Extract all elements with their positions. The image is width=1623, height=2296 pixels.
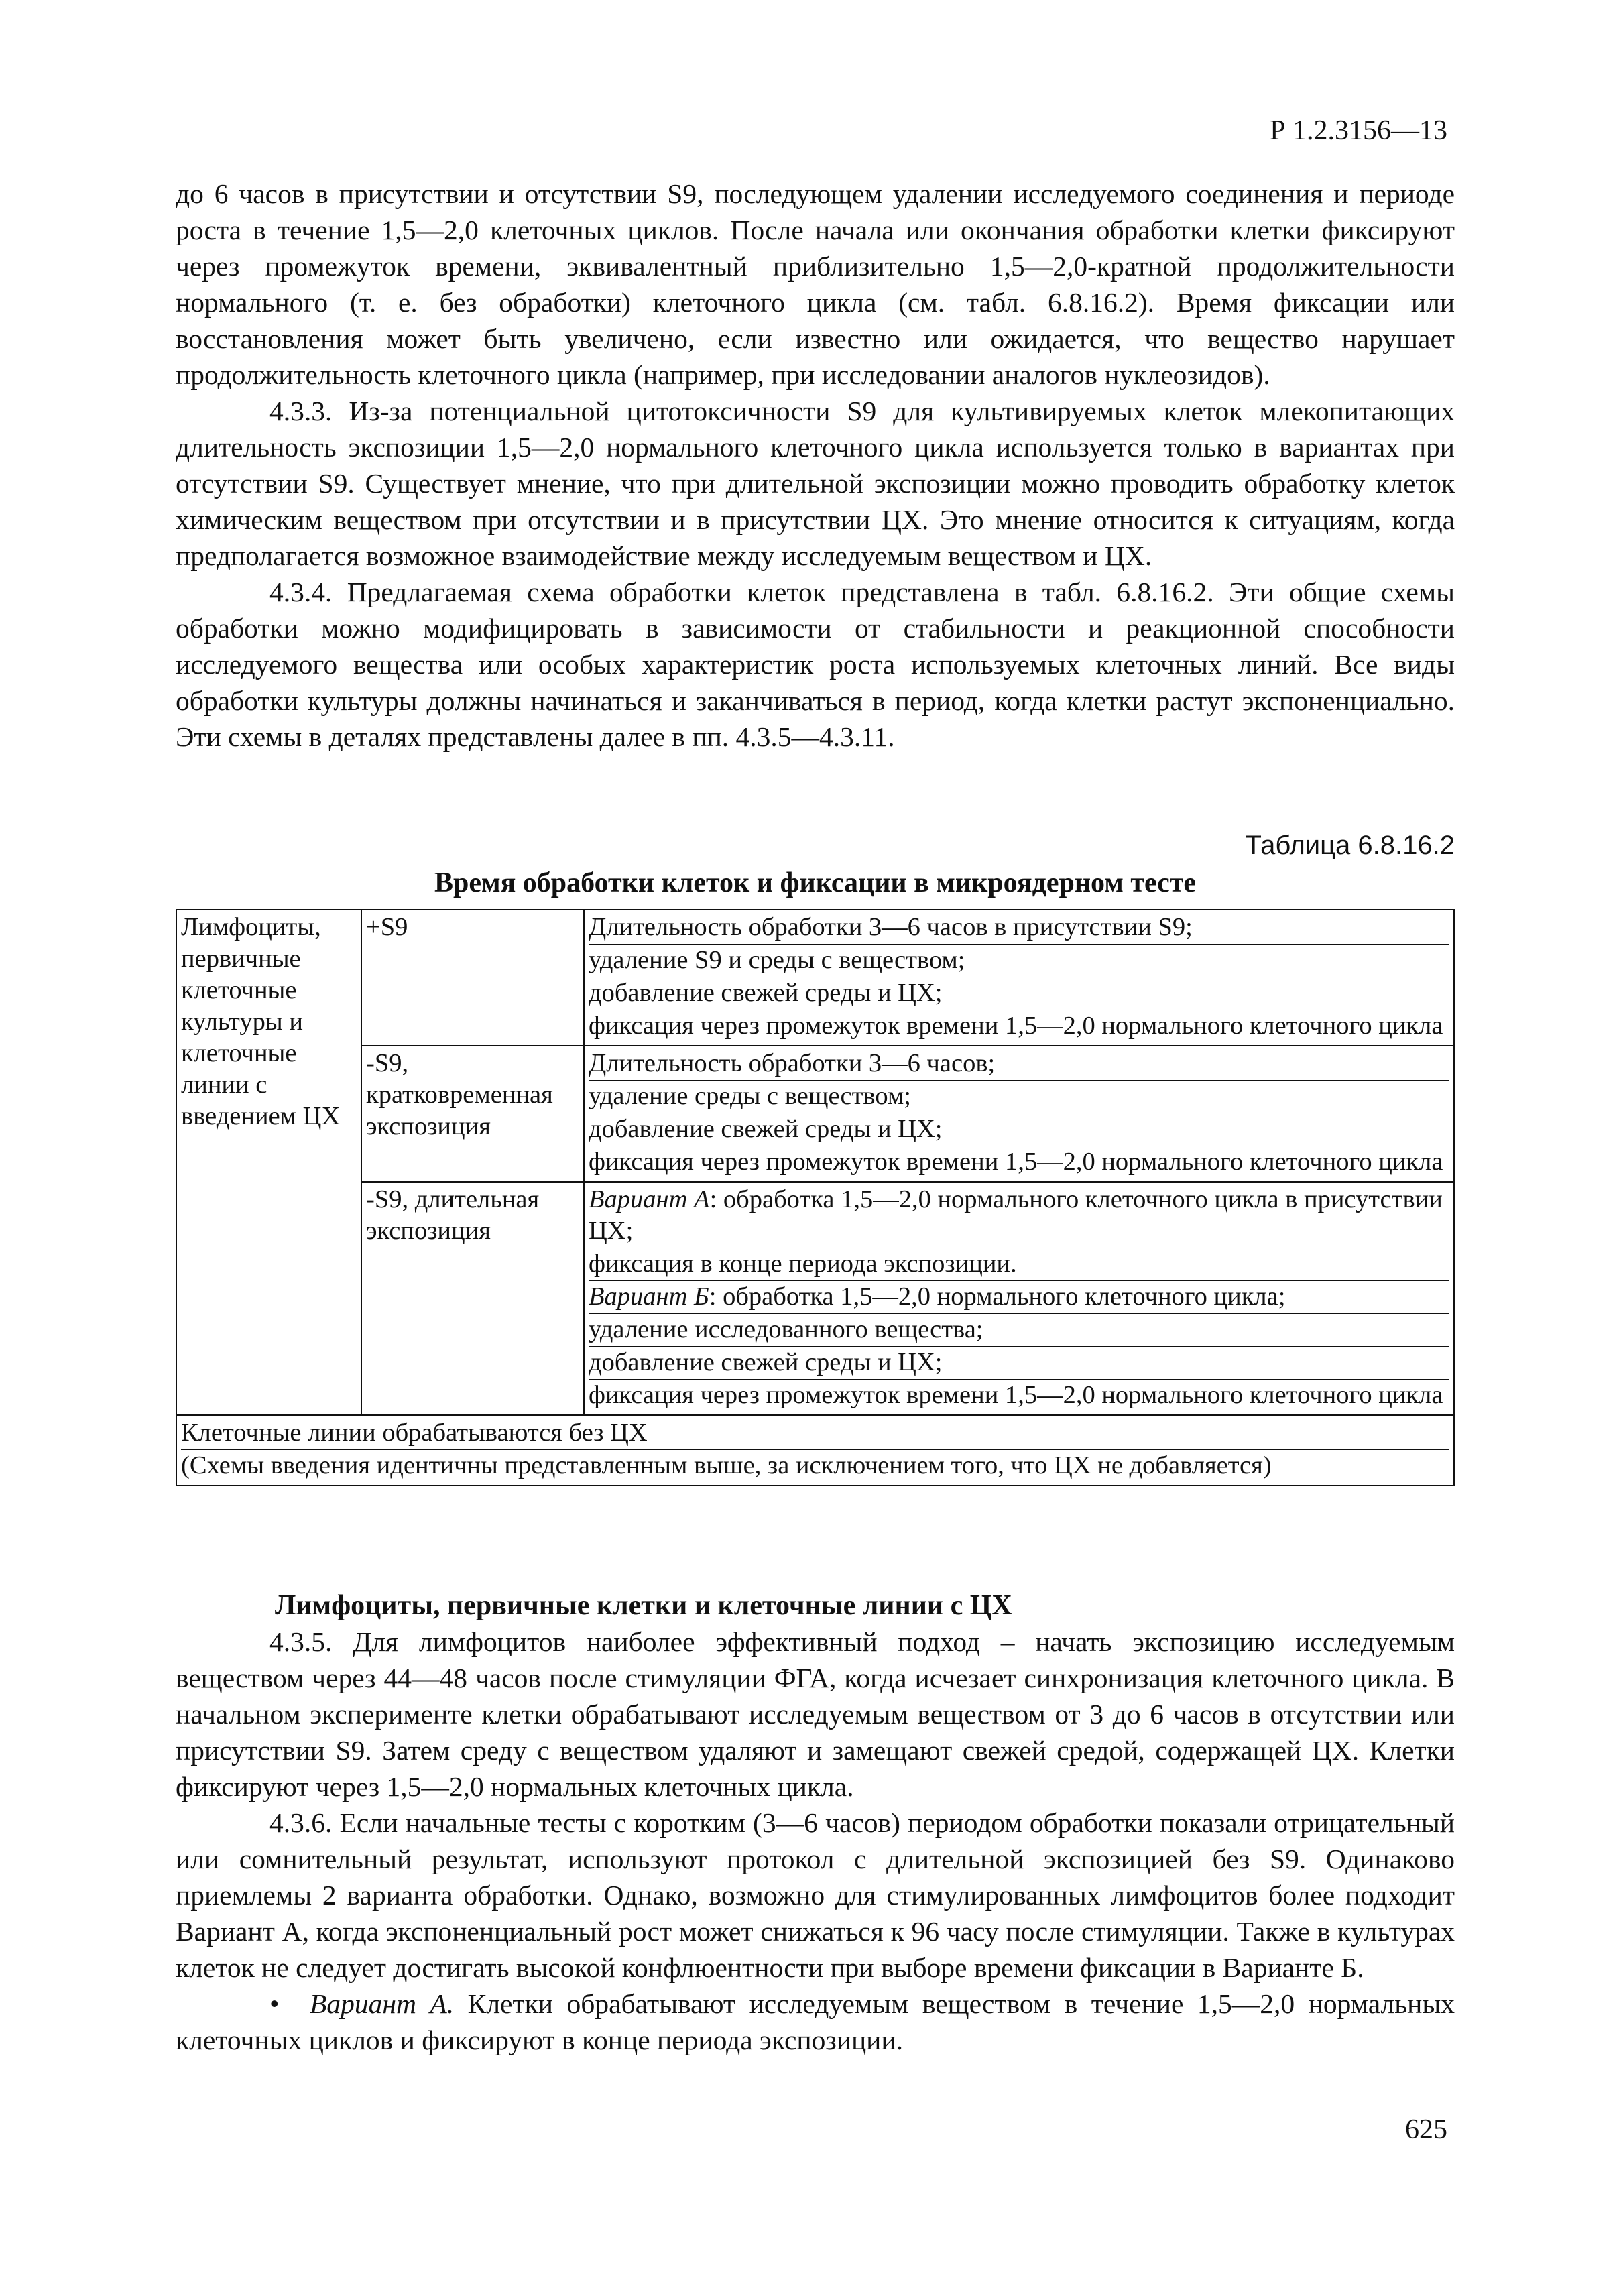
paragraph-continuation: до 6 часов в присутствии и отсутствии S9, последующем удалении исследуемого соединения и периоде роста в течение 1,5—2,0 клеточных циклов. После начала или окончания обработки клетки фиксируют через промежуток времени, эквивалентный приблизительно 1,5—2,0-кратной продолжительности нормального (т. е. без обработки) клеточного цикла (см. табл. 6.8.16.2). Время фиксации или восстановления может быть увеличено, если известно или ожидается, что вещество нарушает продолжительность клеточного цикла (например, при исследовании аналогов нуклеозидов). [176,178,1455,390]
bullet-icon: • [269,1988,280,2019]
table-steps [584,1182,1454,1415]
table-footer-row [176,1415,1454,1486]
bullet-label: Вариант А. [310,1988,455,2019]
table-group-label: Лимфоциты, первичные клеточные культуры и клеточные линии с введением ЦХ [176,910,361,1415]
paragraph-4-3-3: 4.3.3. Из-за потенциальной цитотоксичности S9 для культивируемых клеток млекопитающих длительность экспозиции 1,5—2,0 нормального клеточного цикла используется только в вариантах при отсутствии S9. Существует мнение, что при длительной экспозиции можно проводить обработку клеток химическим веществом при отсутствии и в присутствии ЦХ. Это мнение относится к ситуациям, когда предполагается возможное взаимодействие между исследуемым веществом и ЦХ. [176,396,1455,571]
table-title: Время обработки клеток и фиксации в микроядерном тесте [434,867,1197,898]
table-condition: -S9, длительная экспозиция [361,1182,584,1415]
table-steps [584,1046,1454,1182]
table-step: Длительность обработки 3—6 часов в присутствии S9; [589,912,1449,945]
table-step-variant-a [589,1184,1449,1248]
table-number: Таблица 6.8.16.2 [1245,831,1455,860]
bullet-variant-a [176,1986,1455,2058]
table-footer-line: (Схемы введения идентичны представленным выше, за исключением того, что ЦХ не добавляется) [181,1451,1272,1479]
table-step: добавление свежей среды и ЦХ; [589,1113,1449,1146]
table-step: добавление свежей среды и ЦХ; [589,1347,1449,1380]
intro-text [176,176,1455,755]
table-step: удаление исследованного вещества; [589,1314,1449,1347]
table-step: фиксация через промежуток времени 1,5—2,0 нормального клеточного цикла [589,1012,1443,1040]
section-heading: Лимфоциты, первичные клетки и клеточные линии с ЦХ [275,1590,1012,1621]
table-condition: -S9, кратковременная экспозиция [361,1046,584,1182]
paragraph-4-3-6: 4.3.6. Если начальные тесты с коротким (3—6 часов) периодом обработки показали отрицательный или сомнительный результат, используют протокол с длительной экспозицией без S9. Одинаково приемлемы 2 варианта обработки. Однако, возможно для стимулированных лимфоцитов более подходит Вариант А, когда экспоненциальный рост может снижаться к 96 часу после стимуляции. Также в культурах клеток не следует достигать высокой конфлюентности при выборе времени фиксации в Варианте Б. [176,1807,1455,1983]
table-step: добавление свежей среды и ЦХ; [589,977,1449,1010]
table-condition: +S9 [361,910,584,1046]
table-row [176,1182,1454,1415]
page-number: 625 [1405,2114,1447,2145]
table-row [176,1046,1454,1182]
table-footer-line: Клеточные линии обрабатываются без ЦХ [181,1417,1449,1450]
table-step: фиксация через промежуток времени 1,5—2,0 нормального клеточного цикла [589,1381,1443,1409]
table-step: удаление S9 и среды с веществом; [589,945,1449,977]
table-row [176,910,1454,1046]
table-step: Длительность обработки 3—6 часов; [589,1048,1449,1081]
variant-a-text: : обработка 1,5—2,0 нормального клеточного цикла в присутствии ЦХ; [589,1185,1443,1245]
variant-a-label: Вариант А [589,1185,710,1213]
treatment-schedule-table [176,909,1455,1486]
document-code: Р 1.2.3156—13 [1270,115,1447,146]
section-text [176,1624,1455,2058]
paragraph-4-3-5: 4.3.5. Для лимфоцитов наиболее эффективный подход – начать экспозицию исследуемым веществом через 44—48 часов после стимуляции ФГА, когда исчезает синхронизация клеточного цикла. В начальном эксперименте клетки обрабатывают исследуемым веществом от 3 до 6 часов в отсутствии или присутствии S9. Затем среду с веществом удаляют и замещают свежей средой, содержащей ЦХ. Клетки фиксируют через 1,5—2,0 нормальных клеточных цикла. [176,1626,1455,1802]
table-step: удаление среды с веществом; [589,1081,1449,1113]
table-step: фиксация в конце периода экспозиции. [589,1248,1449,1281]
paragraph-4-3-4: 4.3.4. Предлагаемая схема обработки клеток представлена в табл. 6.8.16.2. Эти общие схемы обработки можно модифицировать в зависимости от стабильности и реакционной способности исследуемого вещества или особых характеристик роста используемых клеточных линий. Все виды обработки культуры должны начинаться и заканчиваться в период, когда клетки растут экспоненциально. Эти схемы в деталях представлены далее в пп. 4.3.5—4.3.11. [176,577,1455,752]
table-footer [176,1415,1454,1486]
variant-b-text: : обработка 1,5—2,0 нормального клеточного цикла; [709,1282,1286,1311]
table-step: фиксация через промежуток времени 1,5—2,0 нормального клеточного цикла [589,1148,1443,1176]
table-step-variant-b [589,1281,1449,1314]
bullet-text: Клетки обрабатывают исследуемым веществом в течение 1,5—2,0 нормальных клеточных циклов и фиксируют в конце периода экспозиции. [176,1988,1455,2055]
variant-b-label: Вариант Б [589,1282,709,1311]
table-steps [584,910,1454,1046]
